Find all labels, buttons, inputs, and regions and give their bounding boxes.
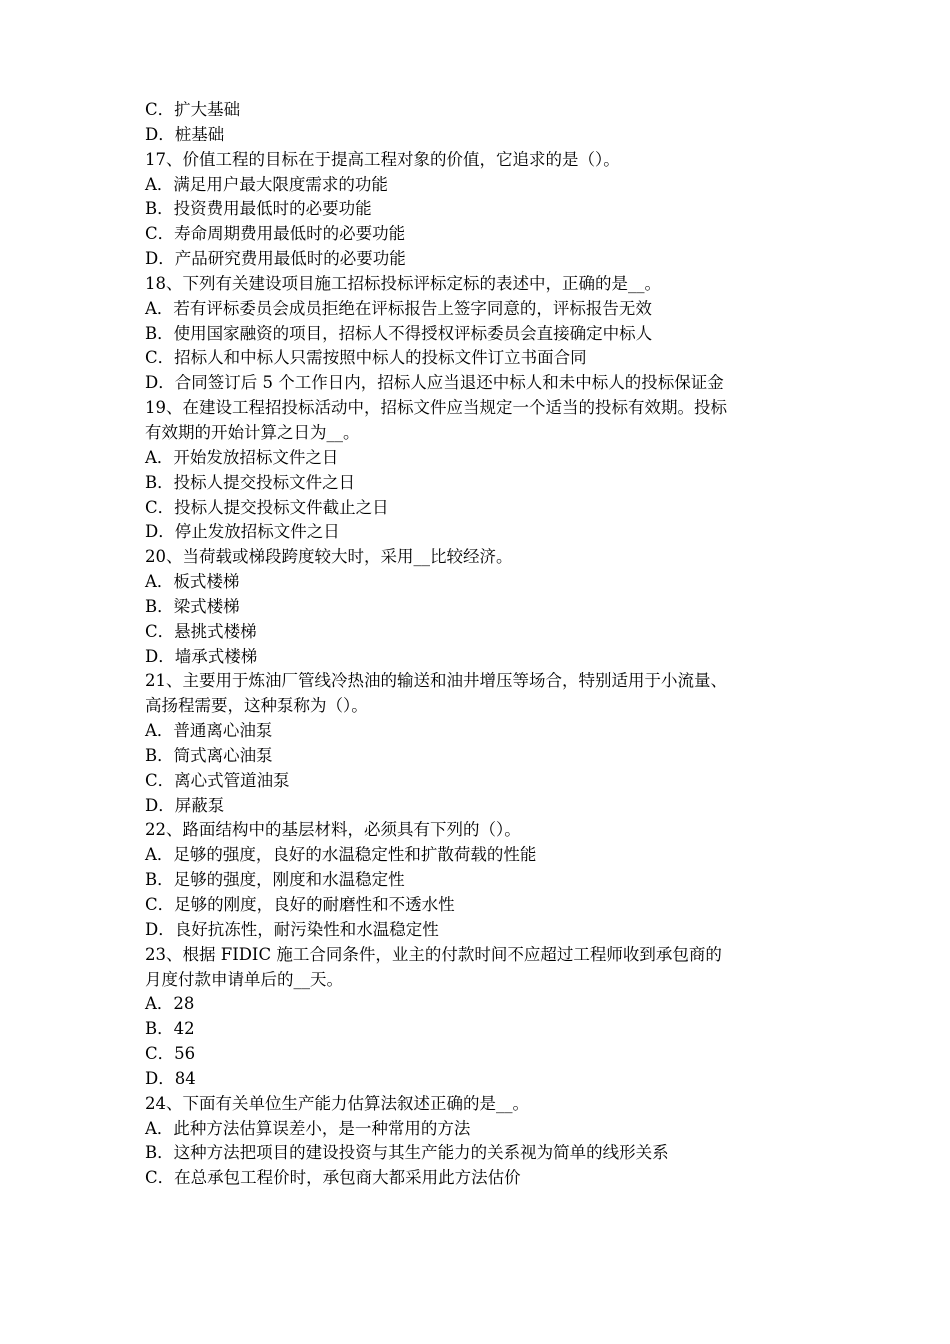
question-line: 17、价值工程的目标在于提高工程对象的价值，它追求的是（）。	[145, 149, 620, 169]
option-line: C．招标人和中标人只需按照中标人的投标文件订立书面合同	[145, 348, 587, 368]
question-line: 24、下面有关单位生产能力估算法叙述正确的是__。	[145, 1093, 529, 1113]
option-line: D．墙承式楼梯	[145, 646, 258, 666]
option-line: B．筒式离心油泵	[145, 745, 273, 765]
option-line: A．开始发放招标文件之日	[145, 447, 339, 467]
option-line: B．投标人提交投标文件之日	[145, 472, 356, 492]
question-line: 22、路面结构中的基层材料，必须具有下列的（）。	[145, 820, 521, 840]
option-line: A．普通离心油泵	[145, 721, 273, 741]
option-line: D．屏蔽泵	[145, 795, 225, 815]
option-line: B．使用国家融资的项目，招标人不得授权评标委员会直接确定中标人	[145, 323, 653, 343]
option-line: C．足够的刚度，良好的耐磨性和不透水性	[145, 895, 455, 914]
option-line: C．悬挑式楼梯	[145, 621, 257, 641]
option-line: A．此种方法估算误差小，是一种常用的方法	[145, 1118, 471, 1138]
option-line: C．离心式管道油泵	[145, 770, 290, 790]
option-line: A．板式楼梯	[145, 572, 240, 592]
option-line: D．合同签订后 5 个工作日内，招标人应当退还中标人和未中标人的投标保证金	[145, 373, 724, 393]
text-line: D．桩基础	[145, 124, 225, 144]
question-line: 有效期的开始计算之日为__。	[145, 422, 360, 442]
option-line: C．56	[145, 1044, 196, 1064]
question-line: 18、下列有关建设项目施工招标投标评标定标的表述中，正确的是__。	[145, 273, 661, 293]
question-line: 19、在建设工程招投标活动中，招标文件应当规定一个适当的投标有效期。投标	[145, 398, 727, 418]
option-line: B．投资费用最低时的必要功能	[145, 199, 372, 219]
option-line: A．足够的强度，良好的水温稳定性和扩散荷载的性能	[145, 845, 537, 865]
question-line: 20、当荷载或梯段跨度较大时，采用__比较经济。	[145, 547, 513, 567]
option-line: D．84	[145, 1068, 196, 1088]
option-line: D．停止发放招标文件之日	[145, 522, 340, 542]
option-line: B．42	[145, 1019, 195, 1039]
question-line: 高扬程需要，这种泵称为（）。	[145, 696, 368, 716]
option-line: A．满足用户最大限度需求的功能	[145, 174, 388, 194]
option-line: B．这种方法把项目的建设投资与其生产能力的关系视为简单的线形关系	[145, 1143, 669, 1163]
option-line: D．产品研究费用最低时的必要功能	[145, 249, 406, 269]
option-line: C．投标人提交投标文件截止之日	[145, 497, 389, 517]
option-line: A．若有评标委员会成员拒绝在评标报告上签字同意的，评标报告无效	[145, 298, 652, 318]
question-line: 21、主要用于炼油厂管线冷热油的输送和油井增压等场合，特别适用于小流量、	[145, 671, 727, 691]
option-line: D．良好抗冻性，耐污染性和水温稳定性	[145, 919, 439, 939]
question-line: 月度付款申请单后的__天。	[145, 969, 343, 989]
text-line: C．扩大基础	[145, 100, 241, 119]
option-line: C．在总承包工程价时，承包商大都采用此方法估价	[145, 1168, 521, 1188]
option-line: B．足够的强度，刚度和水温稳定性	[145, 870, 405, 890]
document-page	[145, 98, 815, 1191]
option-line: A．28	[145, 994, 195, 1014]
option-line: C．寿命周期费用最低时的必要功能	[145, 224, 406, 244]
option-line: B．梁式楼梯	[145, 596, 240, 616]
question-line: 23、根据 FIDIC 施工合同条件，业主的付款时间不应超过工程师收到承包商的	[145, 944, 722, 964]
